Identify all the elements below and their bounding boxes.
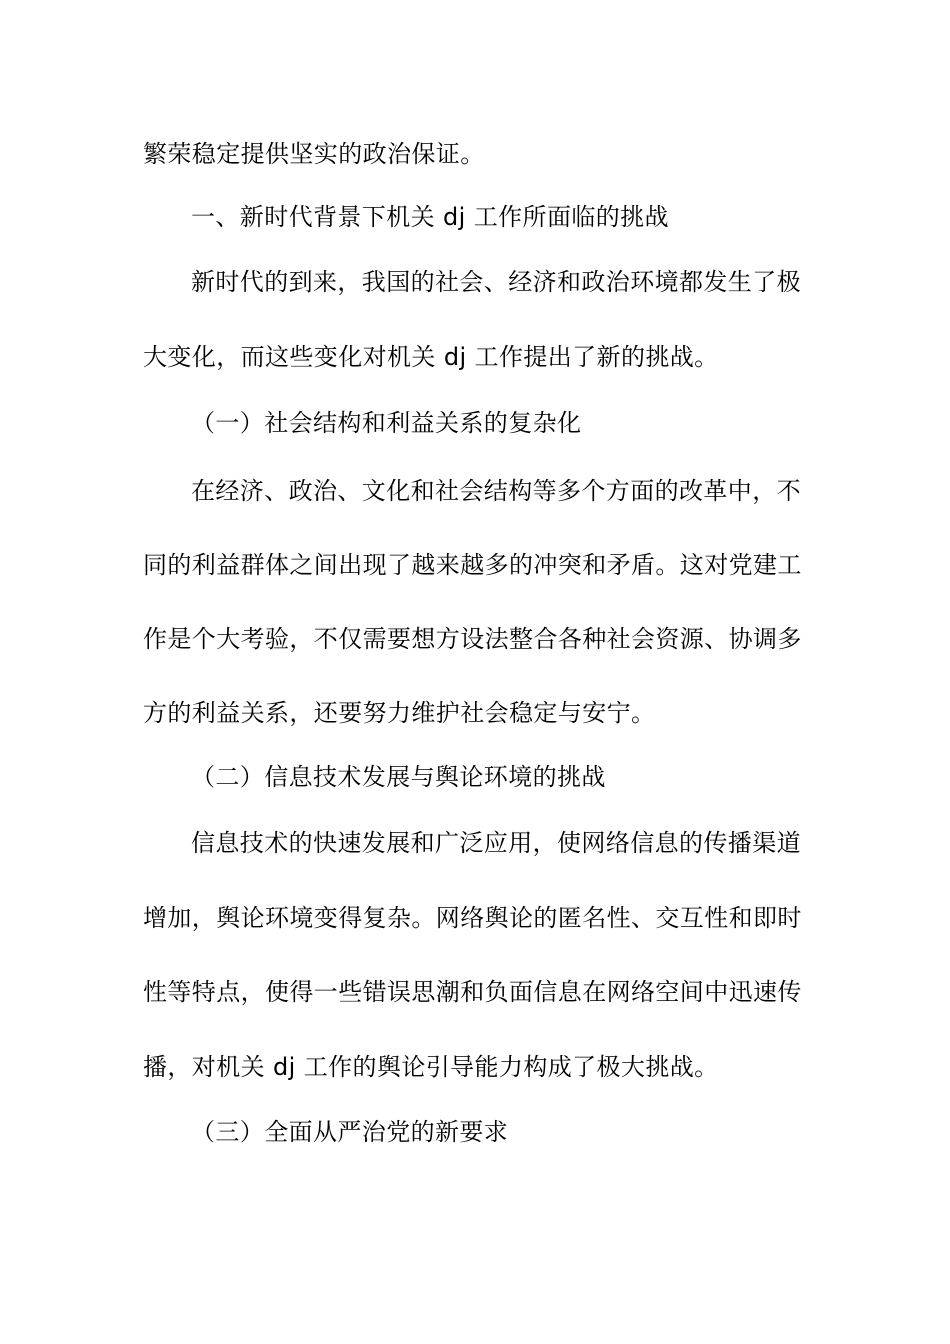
- subsection-heading: （一）社会结构和利益关系的复杂化: [191, 409, 582, 437]
- body-text-line: 播，对机关 dj 工作的舆论引导能力构成了极大挑战。: [143, 1053, 719, 1081]
- body-text-line: 同的利益群体之间出现了越来越多的冲突和矛盾。这对党建工: [143, 551, 802, 579]
- body-text-line: 繁荣稳定提供坚实的政治保证。: [143, 140, 485, 168]
- body-text-line: 新时代的到来，我国的社会、经济和政治环境都发生了极: [191, 268, 801, 296]
- body-text-line: 性等特点，使得一些错误思潮和负面信息在网络空间中迅速传: [143, 978, 802, 1006]
- subsection-heading: （二）信息技术发展与舆论环境的挑战: [191, 763, 606, 791]
- body-text-line: 作是个大考验，不仅需要想方设法整合各种社会资源、协调多: [143, 625, 802, 653]
- section-heading: 一、新时代背景下机关 dj 工作所面临的挑战: [191, 203, 669, 231]
- body-text-line: 大变化，而这些变化对机关 dj 工作提出了新的挑战。: [143, 343, 719, 371]
- body-text-line: 在经济、政治、文化和社会结构等多个方面的改革中，不: [191, 477, 801, 505]
- body-text-line: 方的利益关系，还要努力维护社会稳定与安宁。: [143, 699, 656, 727]
- body-text-line: 信息技术的快速发展和广泛应用，使网络信息的传播渠道: [191, 829, 801, 857]
- subsection-heading: （三）全面从严治党的新要求: [191, 1118, 509, 1146]
- body-text-line: 增加，舆论环境变得复杂。网络舆论的匿名性、交互性和即时: [143, 904, 802, 932]
